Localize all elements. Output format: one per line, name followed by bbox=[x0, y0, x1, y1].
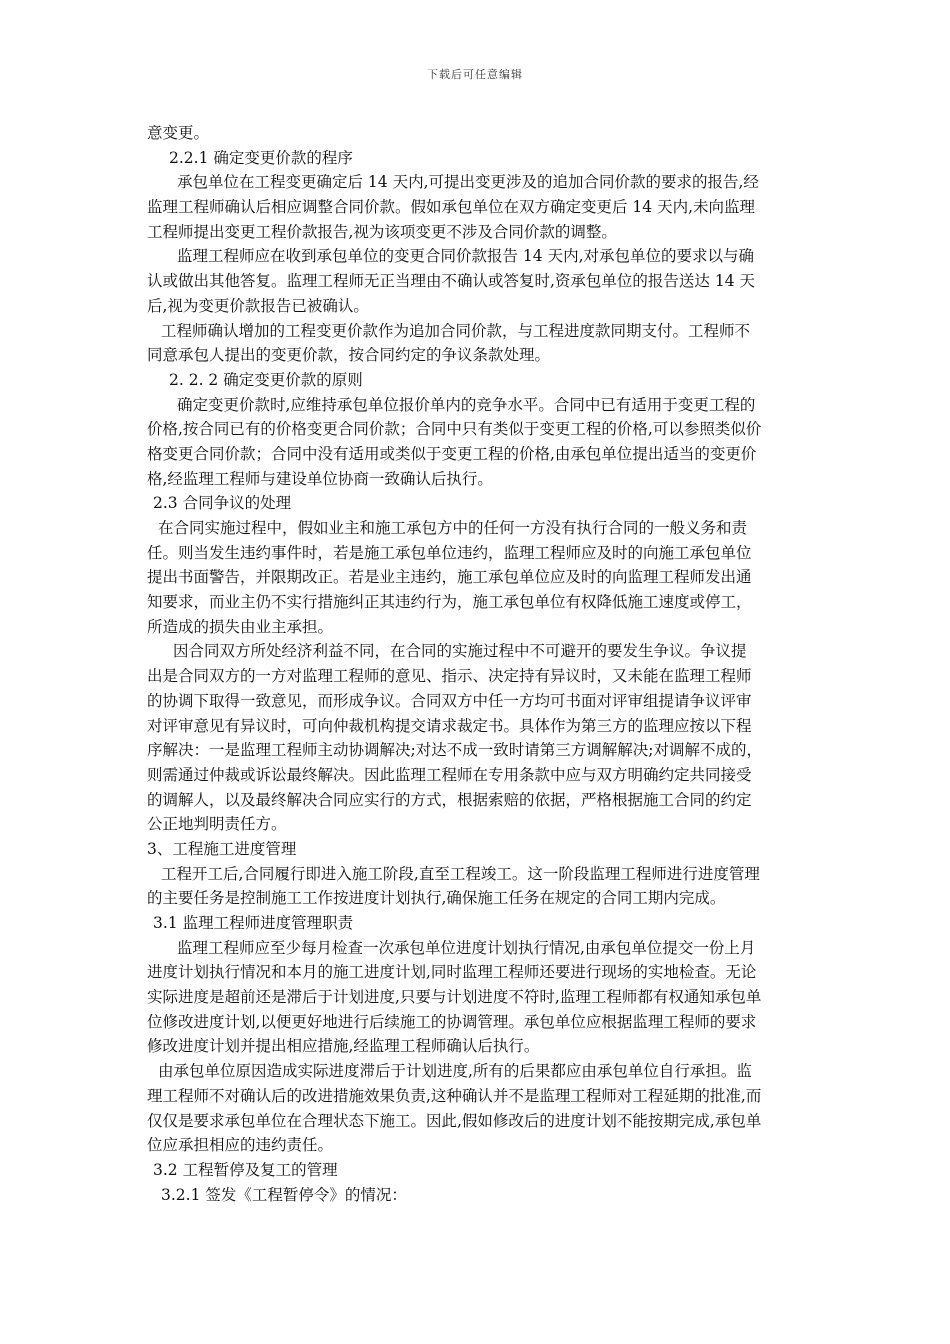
text-line: 格变更合同价款；合同中没有适用或类似于变更工程的价格,由承包单位提出适当的变更价 bbox=[147, 444, 757, 463]
text-line: 任。则当发生违约事件时，若是施工承包单位违约，监理工程师应及时的向施工承包单位 bbox=[147, 543, 752, 562]
document-body bbox=[147, 121, 807, 1207]
page-header: 下载后可任意编辑 bbox=[427, 68, 523, 81]
text-line: 工程师提出变更工程价款报告,视为该项变更不涉及合同价款的调整。 bbox=[147, 222, 617, 241]
text-line: 3.2.1 签发《工程暂停令》的情况： bbox=[161, 1185, 407, 1204]
text-line: 理工程师不对确认后的改进措施效果负责,这种确认并不是监理工程师对工程延期的批准,而 bbox=[147, 1086, 762, 1105]
text-line: 位修改进度计划,以便更好地进行后续施工的协调管理。承包单位应根据监理工程师的要求 bbox=[147, 1012, 757, 1031]
text-line: 2.3 合同争议的处理 bbox=[153, 494, 292, 513]
text-line: 仅仅是要求承包单位在合理状态下施工。因此,假如修改后的进度计划不能按期完成,承包单 bbox=[147, 1111, 762, 1130]
text-line: 所造成的损失由业主承担。 bbox=[147, 617, 334, 636]
text-line: 在合同实施过程中，假如业主和施工承包方中的任何一方没有执行合同的一般义务和责 bbox=[158, 519, 748, 537]
text-line: 提出书面警告，并限期改正。若是业主违约，施工承包单位应及时的向监理工程师发出通 bbox=[147, 568, 752, 587]
text-line: 2.2.1 确定变更价款的程序 bbox=[169, 148, 353, 167]
text-line: 工程师确认增加的工程变更价款作为追加合同价款，与工程进度款同期支付。工程师不 bbox=[161, 321, 751, 340]
text-line: 工程开工后,合同履行即进入施工阶段,直至工程竣工。这一阶段监理工程师进行进度管理 bbox=[161, 864, 760, 883]
text-line: 公正地判明责任方。 bbox=[147, 815, 287, 834]
text-line: 出是合同双方的一方对监理工程师的意见、指示、决定持有异议时，又未能在监理工程师 bbox=[147, 667, 752, 686]
text-line: 因合同双方所处经济利益不同，在合同的实施过程中不可避开的要发生争议。争议提 bbox=[173, 642, 747, 661]
text-line: 格,经监理工程师与建设单位协商一致确认后执行。 bbox=[147, 469, 493, 488]
text-line: 监理工程师确认后相应调整合同价款。假如承包单位在双方确定变更后 14 天内,未向监理 bbox=[147, 198, 756, 217]
text-line: 监理工程师应至少每月检查一次承包单位进度计划执行情况,由承包单位提交一份上月 bbox=[177, 938, 756, 957]
text-line: 价格,按合同已有的价格变更合同价款；合同中只有类似于变更工程的价格,可以参照类似价 bbox=[147, 420, 762, 439]
text-line: 的调解人，以及最终解决合同应实行的方式，根据索赔的依据，严格根据施工合同的约定 bbox=[147, 790, 752, 809]
text-line: 由承包单位原因造成实际进度滞后于计划进度,所有的后果都应由承包单位自行承担。监 bbox=[158, 1062, 752, 1081]
text-line: 确定变更价款时,应维持承包单位报价单内的竞争水平。合同中已有适用于变更工程的 bbox=[177, 395, 756, 414]
text-line: 的协调下取得一致意见，而形成争议。合同双方中任一方均可书面对评审组提请争议评审 bbox=[147, 691, 752, 710]
text-line: 2. 2. 2 确定变更价款的原则 bbox=[169, 370, 363, 389]
text-line: 承包单位在工程变更确定后 14 天内,可提出变更涉及的追加合同价款的要求的报告,经 bbox=[177, 173, 759, 192]
text-line: 对评审意见有异议时，可向仲裁机构提交请求裁定书。具体作为第三方的监理应按以下程 bbox=[147, 716, 752, 735]
text-line: 进度计划执行情况和本月的施工进度计划,同时监理工程师还要进行现场的实地检查。无论 bbox=[147, 963, 757, 982]
text-line: 3.1 监理工程师进度管理职责 bbox=[153, 914, 354, 932]
text-line: 则需通过仲裁或诉讼最终解决。因此监理工程师在专用条款中应与双方明确约定共同接受 bbox=[147, 765, 752, 784]
text-line: 的主要任务是控制施工工作按进度计划执行,确保施工任务在规定的合同工期内完成。 bbox=[147, 889, 726, 908]
text-line: 认或做出其他答复。监理工程师无正当理由不确认或答复时,资承包单位的报告送达 14 天 bbox=[147, 272, 756, 291]
text-line: 3、工程施工进度管理 bbox=[147, 839, 297, 858]
text-line: 修改进度计划并提出相应措施,经监理工程师确认后执行。 bbox=[147, 1037, 540, 1056]
text-line: 同意承包人提出的变更价款，按合同约定的争议条款处理。 bbox=[147, 346, 551, 365]
text-line: 监理工程师应在收到承包单位的变更合同价款报告 14 天内,对承包单位的要求以与确 bbox=[177, 247, 755, 266]
text-line: 实际进度是超前还是滞后于计划进度,只要与计划进度不符时,监理工程师都有权通知承包单 bbox=[147, 988, 762, 1007]
text-line: 3.2 工程暂停及复工的管理 bbox=[153, 1160, 338, 1179]
text-line: 位应承担相应的违约责任。 bbox=[147, 1136, 334, 1155]
text-line: 后,视为变更价款报告已被确认。 bbox=[147, 296, 369, 315]
text-line: 意变更。 bbox=[147, 124, 210, 142]
text-line: 知要求，而业主仍不实行措施纠正其违约行为，施工承包单位有权降低施工速度或停工， bbox=[147, 593, 752, 612]
text-line: 序解决：一是监理工程师主动协调解决;对达不成一致时请第三方调解解决;对调解不成的， bbox=[147, 741, 762, 760]
